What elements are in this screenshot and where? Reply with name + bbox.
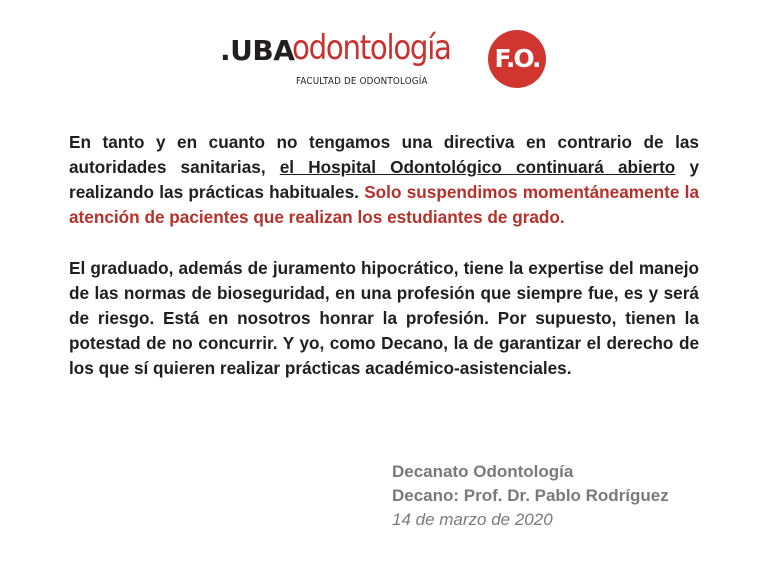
signature-dean: Decano: Prof. Dr. Pablo Rodríguez	[392, 486, 669, 505]
uba-logo-text: .UBA	[220, 34, 295, 67]
odontologia-logo-text: odontología	[292, 28, 451, 68]
suspension-notice: Solo suspendimos momentáneamente la atención de pacientes que realizan los estudiantes de grado.	[69, 182, 700, 227]
paragraph-1-intro: En tanto y en cuanto no tengamos una directiva en contrario de las autoridades sanitarias,	[69, 132, 699, 177]
fo-badge-icon	[488, 30, 546, 88]
hospital-open-statement: el Hospital Odontológico continuará abierto	[279, 157, 676, 177]
fo-badge-text: F.O.	[494, 44, 540, 73]
faculty-subtitle: FACULTAD DE ODONTOLOGÍA	[296, 76, 428, 87]
signature-office: Decanato Odontología	[392, 462, 574, 481]
statement-body	[69, 130, 699, 407]
paragraph-2: El graduado, además de juramento hipocrático, tiene la expertise del manejo de las normas de bioseguridad, en una profesión que siempre fue, es y será de riesgo. Está en nosotros honrar la profesión. Por supuesto, tienen la potestad de no concurrir. Y yo, como Decano, la de garantizar el derecho de los que sí quieren realizar prácticas académico-asistenciales.	[69, 258, 699, 378]
signature-block	[392, 460, 669, 532]
signature-date: 14 de marzo de 2020	[392, 510, 553, 529]
header-logo	[220, 28, 560, 94]
paragraph-1	[69, 130, 699, 230]
paragraph-1-continuation: y realizando las prácticas habituales.	[69, 157, 699, 202]
